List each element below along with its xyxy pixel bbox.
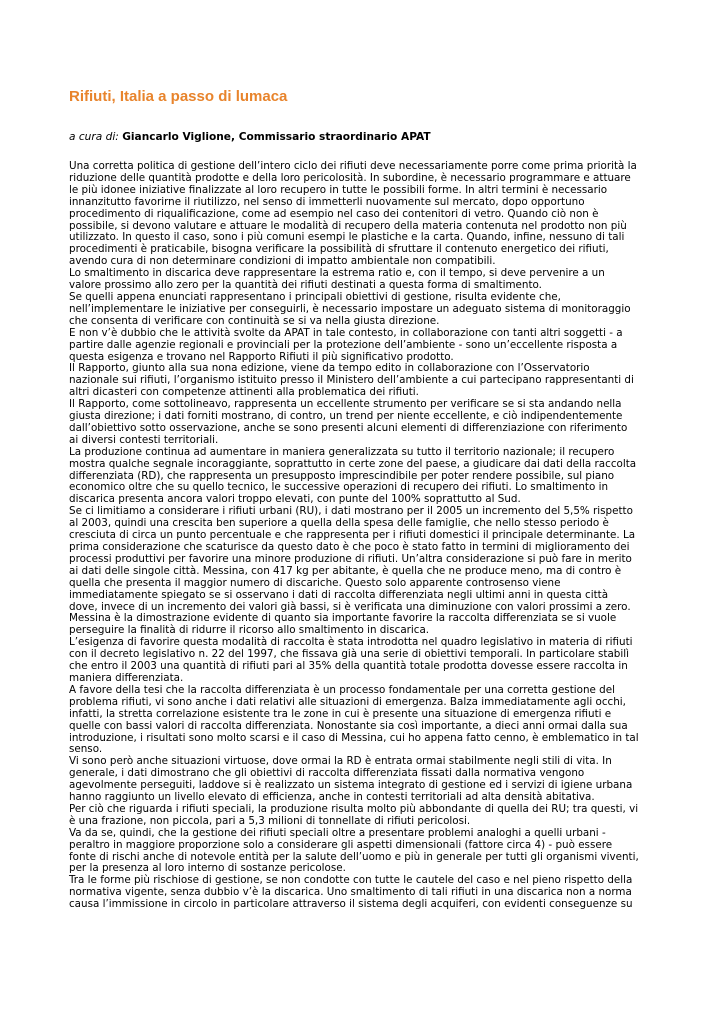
paragraph: Se ci limitiamo a considerare i rifiuti urbani (RU), i dati mostrano per il 2005 un incremento del 5,5% rispetto al 2003, quindi una crescita ben superiore a quella della spesa delle famiglie, che nello stesso periodo è cresciuta di circa un punto percentuale e che rappresenta per i rifiuti domestici il principale determinante. La prima considerazione che scaturisce da questo dato è che poco è stato fatto in termini di miglioramento dei processi produttivi per favorire una minore produzione di rifiuti. Un’altra considerazione si può fare in merito ai dati delle singole città. Messina, con 417 kg per abitante, è quella che ne produce meno, ma di contro è quella che presenta il maggior numero di discariche. Questo solo apparente controsenso viene immediatamente spiegato se si osservano i dati di raccolta differenziata negli ultimi anni in questa città dove, invece di un incremento dei valori già bassi, si è verificata una diminuzione con valori prossimi a zero. Messina è la dimostrazione evidente di quanto sia importante favorire la raccolta differenziata se si vuole perseguire la finalità di ridurre il ricorso allo smaltimento in discarica. <box>69 505 636 637</box>
paragraph: L’esigenza di favorire questa modalità di raccolta è stata introdotta nel quadro legislativo in materia di rifiuti con il decreto legislativo n. 22 del 1997, che fissava già una serie di obiettivi temporali. In particolare stabilì che entro il 2003 una quantità di rifiuti pari al 35% della quantità totale prodotta dovesse essere raccolta in maniera differenziata. <box>69 636 633 684</box>
paragraph: La produzione continua ad aumentare in maniera generalizzata su tutto il territorio nazionale; il recupero mostra qualche segnale incoraggiante, soprattutto in certe zone del paese, a giudicare dai dati della raccolta differenziata (RD), che rappresenta un presupposto imprescindibile per poter rendere possibile, sul piano economico oltre che su quello tecnico, le successive operazioni di recupero dei rifiuti. Lo smaltimento in discarica presenta ancora valori troppo elevati, con punte del 100% soprattutto al Sud. <box>69 445 637 506</box>
byline-author: Giancarlo Viglione, Commissario straordinario APAT <box>122 131 431 143</box>
article-title: Rifiuti, Italia a passo di lumaca <box>69 88 288 105</box>
paragraph: Se quelli appena enunciati rappresentano i principali obiettivi di gestione, risulta evidente che, nell’implementare le iniziative per conseguirli, è necessario impostare un adeguato sistema di monitoraggio che consenta di verificare con continuità se si va nella giusta direzione. <box>69 290 631 327</box>
paragraph: Il Rapporto, come sottolineavo, rappresenta un eccellente strumento per verificare se si sta andando nella giusta direzione; i dati forniti mostrano, di contro, un trend per niente eccellente, e ciò indipendentemente dall’obiettivo sotto osservazione, anche se sono presenti alcuni elementi di differenziazione con riferimento ai diversi contesti territoriali. <box>69 398 628 446</box>
paragraph: Una corretta politica di gestione dell’intero ciclo dei rifiuti deve necessariamente porre come prima priorità la riduzione delle quantità prodotte e della loro pericolosità. In subordine, è necessario programmare e attuare le più idonee iniziative finalizzate al loro recupero in tutte le possibili forme. In altri termini è necessario innanzitutto favorirne il riutilizzo, nel senso di immetterli nuovamente sul mercato, dopo opportuno procedimento di riqualificazione, come ad esempio nel caso dei contenitori di vetro. Quando ciò non è possibile, si devono valutare e attuare le modalità di recupero della materia contenuta nel prodotto non più utilizzato. In questo il caso, sono i più comuni esempi le plastiche e la carta. Quando, infine, nessuno di tali procedimenti è praticabile, bisogna verificare la possibilità di sfruttare il contenuto energetico dei rifiuti, avendo cura di non determinare condizioni di impatto ambientale non compatibili. <box>69 160 637 268</box>
byline <box>69 131 431 143</box>
paragraph: Il Rapporto, giunto alla sua nona edizione, viene da tempo edito in collaborazione con l’Osservatorio nazionale sui rifiuti, l’organismo istituito presso il Ministero dell’ambiente a cui partecipano rappresentanti di altri dicasteri con competenze attinenti alla problematica dei rifiuti. <box>69 362 634 399</box>
paragraph: E non v’è dubbio che le attività svolte da APAT in tale contesto, in collaborazione con tanti altri soggetti - a partire dalle agenzie regionali e provinciali per la protezione dell’ambiente - sono un’eccellente risposta a questa esigenza e trovano nel Rapporto Rifiuti il più significativo prodotto. <box>69 326 623 363</box>
paragraph: Vi sono però anche situazioni virtuose, dove ormai la RD è entrata ormai stabilmente negli stili di vita. In generale, i dati dimostrano che gli obiettivi di raccolta differenziata fissati dalla normativa vengono agevolmente perseguiti, laddove si è realizzato un sistema integrato di gestione ed i servizi di igiene urbana hanno raggiunto un livello elevato di efficienza, anche in contesti territoriali ad alta densità abitativa. <box>69 755 633 804</box>
paragraph: A favore della tesi che la raccolta differenziata è un processo fondamentale per una corretta gestione del problema rifiuti, vi sono anche i dati relativi alle situazioni di emergenza. Balza immediatamente agli occhi, infatti, la stretta correlazione esistente tra le zone in cui è presente una situazione di emergenza rifiuti e quelle con bassi valori di raccolta differenziata. Nonostante sia così importante, a dieci anni ormai dalla sua introduzione, i risultati sono molto scarsi e il caso di Messina, cui ho appena fatto cenno, è emblematico in tal senso. <box>69 683 639 756</box>
paragraph: Per ciò che riguarda i rifiuti speciali, la produzione risulta molto più abbondante di quella dei RU; tra questi, vi è una frazione, non piccola, pari a 5,3 milioni di tonnellate di rifiuti pericolosi. <box>69 802 639 827</box>
article-body <box>69 161 639 911</box>
paragraph: Tra le forme più rischiose di gestione, se non condotte con tutte le cautele del caso e nel pieno rispetto della normativa vigente, senza dubbio v’è la discarica. Uno smaltimento di tali rifiuti in una discarica non a norma causa l’immissione in circolo in particolare attraverso il sistema degli acquiferi, con evidenti conseguenze su <box>69 874 633 911</box>
byline-label: a cura di: <box>69 131 119 143</box>
paragraph: Lo smaltimento in discarica deve rappresentare la estrema ratio e, con il tempo, si deve pervenire a un valore prossimo allo zero per la quantità dei rifiuti destinati a questa forma di smaltimento. <box>69 267 605 292</box>
paragraph: Va da se, quindi, che la gestione dei rifiuti speciali oltre a presentare problemi analoghi a quelli urbani - peraltro in maggiore proporzione solo a considerare gli aspetti dimensionali (fattore circa 4) - può essere fonte di rischi anche di notevole entità per la salute dell’uomo e più in generale per tutti gli organismi viventi, per la presenza al loro interno di sostanze pericolose. <box>69 826 639 875</box>
